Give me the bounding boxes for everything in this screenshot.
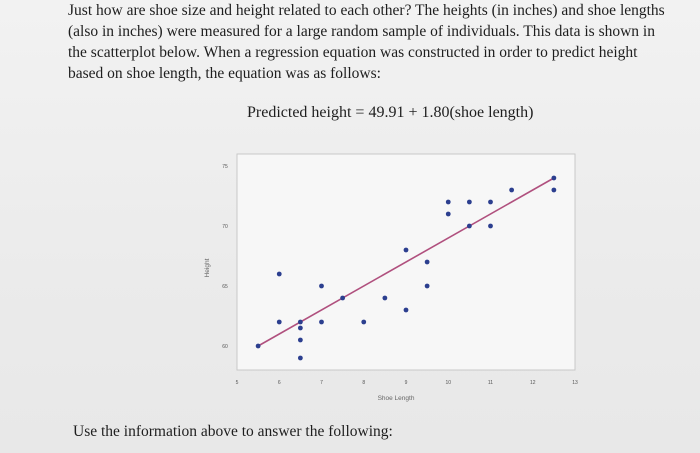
y-axis-title: Height [204,258,211,278]
data-point [467,200,472,205]
prompt-line-3: the scatterplot below. When a regression equation was constructed in order to predict height [68,44,638,61]
data-point [298,326,303,331]
data-point [382,296,387,301]
data-point [446,200,451,205]
x-tick-label: 12 [529,380,536,386]
data-point [319,320,324,325]
x-tick-label: 5 [235,380,239,386]
data-point [319,284,324,289]
y-tick-label: 75 [222,164,228,170]
instruction-text: Use the information above to answer the following: [73,423,393,440]
data-point [404,248,409,253]
data-point [277,272,282,277]
x-tick-label: 9 [404,380,408,386]
data-point [551,176,556,181]
x-tick-label: 11 [487,380,494,386]
data-point [425,284,430,289]
y-tick-label: 70 [222,224,228,230]
prompt-line-2: (also in inches) were measured for a large random sample of individuals. This data is shown in [68,23,655,40]
data-point [488,224,493,229]
data-point [361,320,366,325]
regression-equation: Predicted height = 49.91 + 1.80(shoe length) [247,104,534,121]
data-point [298,338,303,343]
x-tick-label: 13 [572,380,578,386]
data-point [467,224,472,229]
x-tick-label: 10 [445,380,452,386]
x-axis-title: Shoe Length [377,395,415,402]
data-point [298,356,303,361]
data-point [551,188,556,193]
problem-prompt [68,0,700,84]
data-point [488,200,493,205]
data-point [340,296,345,301]
data-point [404,308,409,313]
x-tick-label: 6 [277,380,281,386]
data-point [446,212,451,217]
data-point [298,320,303,325]
prompt-line-1: Just how are shoe size and height related to each other? The heights (in inches) and shoe lengths [68,2,665,19]
x-tick-label: 8 [362,380,366,386]
data-point [509,188,514,193]
data-point [425,260,430,265]
data-point [277,320,282,325]
y-tick-label: 65 [222,284,228,290]
data-point [256,344,261,349]
y-tick-label: 60 [222,344,228,350]
prompt-line-4: based on shoe length, the equation was as follows: [68,65,381,82]
x-tick-label: 7 [320,380,323,386]
scatterplot [195,142,585,407]
